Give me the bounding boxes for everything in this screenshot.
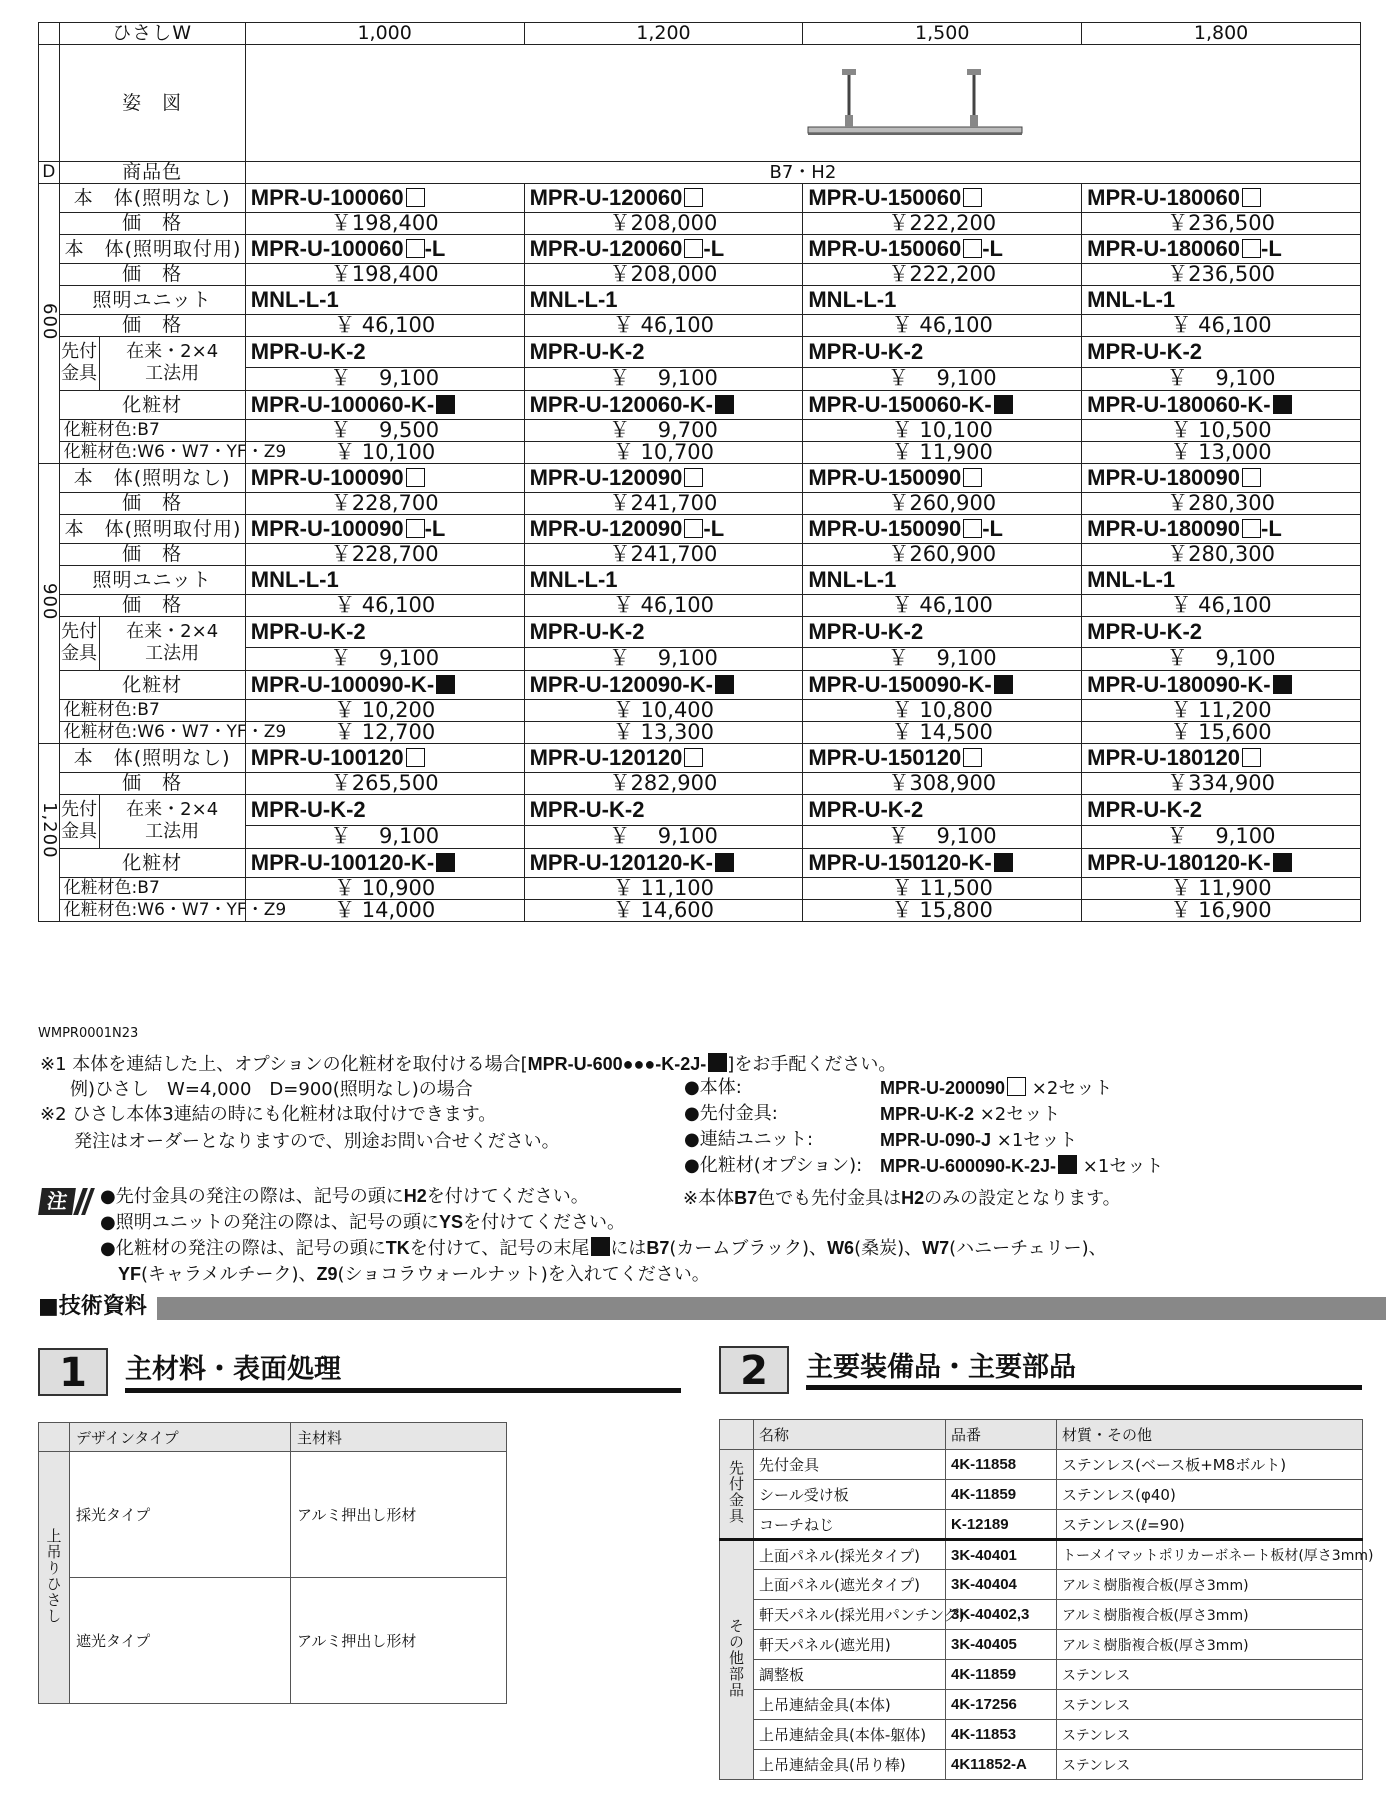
- price: ￥265,500: [245, 773, 524, 795]
- product-code: MNL-L-1: [245, 566, 524, 595]
- product-code: MPR-U-100090-K-: [245, 671, 524, 700]
- section-2-number: 2: [719, 1346, 789, 1394]
- product-code: MNL-L-1: [1082, 286, 1361, 315]
- product-code: MPR-U-150090-K-: [803, 671, 1082, 700]
- price: ￥ 13,300: [524, 722, 803, 744]
- product-code: MPR-U-100120: [245, 744, 524, 773]
- price: ￥308,900: [803, 773, 1082, 795]
- color-value: B7・H2: [245, 162, 1360, 184]
- product-code: MPR-U-120120: [524, 744, 803, 773]
- row-label: 本 体(照明なし): [59, 464, 245, 493]
- group-label: 先付金具: [727, 1460, 745, 1524]
- part-code: MPR-U-090-J ×1セット: [880, 1130, 1078, 1151]
- price: ￥282,900: [524, 773, 803, 795]
- product-code: MPR-U-120060: [524, 184, 803, 213]
- caution-badge: 注: [40, 1188, 90, 1216]
- part-label: ●本体:: [684, 1077, 742, 1098]
- part-code: MPR-U-K-2 ×2セット: [880, 1104, 1061, 1125]
- note-1: ※1 本体を連結した上、オプションの化粧材を取付ける場合[MPR-U-600●●●-K-2J- ]をお手配ください。: [40, 1054, 897, 1075]
- row-label: 化粧材色:W6・W7・YF・Z9: [59, 900, 245, 922]
- product-code: MNL-L-1: [524, 286, 803, 315]
- product-code: MPR-U-K-2: [245, 337, 524, 368]
- price-table: [38, 22, 1361, 922]
- price: ￥ 46,100: [803, 595, 1082, 617]
- product-code: MPR-U-180090: [1082, 464, 1361, 493]
- product-code: MPR-U-150090: [803, 464, 1082, 493]
- product-code: MPR-U-150060-K-: [803, 391, 1082, 420]
- product-code: MPR-U-K-2: [1082, 795, 1361, 826]
- price: ￥280,300: [1082, 493, 1361, 515]
- tip-label: 先付 金具: [60, 337, 100, 390]
- price: ￥ 9,100: [1082, 647, 1361, 670]
- caution-2: ●照明ユニットの発注の際は、記号の頭にYSを付けてください。: [100, 1212, 625, 1233]
- price: ￥ 9,100: [524, 367, 803, 390]
- tech-section-title: ■技術資料: [38, 1293, 157, 1321]
- note-2: ※2 ひさし本体3連結の時にも化粧材は取付けできます。: [40, 1104, 497, 1125]
- product-code: MPR-U-150120: [803, 744, 1082, 773]
- product-code: MPR-U-120090-K-: [524, 671, 803, 700]
- product-code: MNL-L-1: [803, 566, 1082, 595]
- col-header-material: 主材料: [291, 1423, 507, 1452]
- section-1-underline: [125, 1388, 681, 1393]
- row-label: 化粧材: [59, 849, 245, 878]
- price: ￥ 9,100: [803, 647, 1082, 670]
- price: ￥ 14,600: [524, 900, 803, 922]
- price: ￥236,500: [1082, 264, 1361, 286]
- price: ￥ 13,000: [1082, 442, 1361, 464]
- product-figure: [806, 65, 1026, 155]
- product-code: MPR-U-K-2: [524, 795, 803, 826]
- price: ￥ 10,700: [524, 442, 803, 464]
- price: ￥222,200: [803, 264, 1082, 286]
- price: ￥ 46,100: [803, 315, 1082, 337]
- table-row: 上吊連結金具(本体-躯体): [754, 1720, 946, 1750]
- hisashi-w-label: ひさしW: [59, 23, 245, 45]
- width-header: 1,800: [1082, 23, 1361, 45]
- part-label: ●先付金具:: [684, 1103, 778, 1124]
- price: ￥ 11,900: [803, 442, 1082, 464]
- color-code-mark: [708, 1053, 727, 1072]
- col-header-code: 品番: [946, 1420, 1057, 1450]
- price: ￥ 10,100: [245, 442, 524, 464]
- price: ￥ 9,700: [524, 420, 803, 442]
- price: ￥ 46,100: [245, 315, 524, 337]
- price: ￥334,900: [1082, 773, 1361, 795]
- price: ￥208,000: [524, 264, 803, 286]
- row-label: 価 格: [59, 493, 245, 515]
- tip-method-label: 在来・2×4 工法用: [126, 799, 219, 842]
- table-row: 採光タイプ: [70, 1452, 291, 1578]
- materials-table: デザインタイプ 主材料 上吊りひさし 採光タイプ アルミ押出し形材 遮光タイプ アルミ押出し形材: [38, 1422, 507, 1704]
- product-code: MPR-U-K-2: [1082, 337, 1361, 368]
- color-label: 商品色: [59, 162, 245, 184]
- row-label: 化粧材: [59, 671, 245, 700]
- product-code: MNL-L-1: [245, 286, 524, 315]
- caution-3: ●化粧材の発注の際は、記号の頭にTKを付けて、記号の末尾 にはB7(カームブラック)、W6(桑炭)、W7(ハニーチェリー)、: [100, 1238, 1107, 1259]
- price: ￥ 10,500: [1082, 420, 1361, 442]
- product-code: MPR-U-K-2: [524, 337, 803, 368]
- product-code: MPR-U-180120: [1082, 744, 1361, 773]
- row-label: 本 体(照明なし): [59, 184, 245, 213]
- product-code: MPR-U-K-2: [1082, 617, 1361, 648]
- table-row: 上吊連結金具(吊り棒): [754, 1750, 946, 1780]
- price: ￥ 46,100: [524, 595, 803, 617]
- group-label: その他部品: [727, 1618, 745, 1698]
- product-code: MPR-U-K-2: [245, 617, 524, 648]
- depth-label: 900: [38, 582, 60, 621]
- product-code: MPR-U-100060: [245, 184, 524, 213]
- width-header: 1,000: [245, 23, 524, 45]
- product-code: MPR-U-150090 -L: [803, 515, 1082, 544]
- price: ￥ 15,800: [803, 900, 1082, 922]
- product-code: MPR-U-100090: [245, 464, 524, 493]
- section-1-title: 主材料・表面処理: [125, 1354, 341, 1385]
- price: ￥236,500: [1082, 213, 1361, 235]
- part-code: MPR-U-600090-K-2J- ×1セット: [880, 1156, 1164, 1177]
- row-label: 価 格: [59, 264, 245, 286]
- table-row: 上面パネル(採光タイプ): [754, 1540, 946, 1570]
- product-code: MPR-U-120090: [524, 464, 803, 493]
- product-code: MPR-U-100060-K-: [245, 391, 524, 420]
- width-header: 1,200: [524, 23, 803, 45]
- row-label: 価 格: [59, 213, 245, 235]
- price: ￥ 12,700: [245, 722, 524, 744]
- price: ￥ 11,100: [524, 878, 803, 900]
- product-code: MPR-U-K-2: [803, 617, 1082, 648]
- price: ￥208,000: [524, 213, 803, 235]
- row-label: 化粧材色:B7: [59, 700, 245, 722]
- price: ￥ 11,500: [803, 878, 1082, 900]
- product-code: MNL-L-1: [803, 286, 1082, 315]
- part-code: MPR-U-200090 ×2セット: [880, 1078, 1113, 1099]
- group-label: 上吊りひさし: [44, 1527, 63, 1624]
- price: ￥ 14,000: [245, 900, 524, 922]
- row-label: 価 格: [59, 544, 245, 566]
- col-header-material: 材質・その他: [1057, 1420, 1363, 1450]
- price: ￥260,900: [803, 493, 1082, 515]
- product-code: MPR-U-100120-K-: [245, 849, 524, 878]
- price: ￥ 9,100: [245, 647, 524, 670]
- price: ￥ 9,100: [245, 367, 524, 390]
- row-label: 化粧材色:B7: [59, 420, 245, 442]
- tip-method-label: 在来・2×4 工法用: [126, 341, 219, 384]
- row-label: 価 格: [59, 315, 245, 337]
- table-row: 軒天パネル(採光用パンチング): [754, 1600, 946, 1630]
- row-label: 化粧材: [59, 391, 245, 420]
- price: ￥ 9,100: [524, 647, 803, 670]
- price: ￥ 10,400: [524, 700, 803, 722]
- row-label: 本 体(照明取付用): [59, 515, 245, 544]
- product-code: MPR-U-180090-K-: [1082, 671, 1361, 700]
- product-code: MPR-U-120120-K-: [524, 849, 803, 878]
- figure-label: 姿 図: [59, 45, 245, 162]
- price: ￥ 46,100: [524, 315, 803, 337]
- price: ￥228,700: [245, 544, 524, 566]
- product-code: MPR-U-K-2: [245, 795, 524, 826]
- price: ￥222,200: [803, 213, 1082, 235]
- product-code: MPR-U-150060 -L: [803, 235, 1082, 264]
- table-row: コーチねじ: [754, 1510, 946, 1540]
- part-label: ●化粧材(オプション):: [684, 1155, 863, 1176]
- product-code: MPR-U-180120-K-: [1082, 849, 1361, 878]
- price: ￥280,300: [1082, 544, 1361, 566]
- row-label: 照明ユニット: [59, 566, 245, 595]
- depth-label: 1,200: [38, 802, 60, 859]
- width-header: 1,500: [803, 23, 1082, 45]
- d-label: D: [42, 162, 56, 182]
- product-code: MPR-U-120060 -L: [524, 235, 803, 264]
- product-code: MPR-U-180060 -L: [1082, 235, 1361, 264]
- col-header-design: デザインタイプ: [70, 1423, 291, 1452]
- price: ￥ 46,100: [245, 595, 524, 617]
- section-2-underline: [806, 1385, 1362, 1390]
- table-row: シール受け板: [754, 1480, 946, 1510]
- price: ￥198,400: [245, 213, 524, 235]
- product-code: MPR-U-120090 -L: [524, 515, 803, 544]
- row-label: 本 体(照明なし): [59, 744, 245, 773]
- row-label: 価 格: [59, 773, 245, 795]
- section-1-number: 1: [38, 1348, 108, 1396]
- table-row: 遮光タイプ: [70, 1578, 291, 1704]
- product-code: MPR-U-100090 -L: [245, 515, 524, 544]
- price: ￥ 9,100: [245, 825, 524, 848]
- price: ￥ 15,600: [1082, 722, 1361, 744]
- product-code: MPR-U-150060: [803, 184, 1082, 213]
- caution-1: ●先付金具の発注の際は、記号の頭にH2を付けてください。: [100, 1186, 589, 1207]
- price: ￥ 9,100: [803, 825, 1082, 848]
- price: ￥ 10,200: [245, 700, 524, 722]
- product-code: MPR-U-K-2: [803, 337, 1082, 368]
- product-code: MPR-U-180060: [1082, 184, 1361, 213]
- row-label: 化粧材色:W6・W7・YF・Z9: [59, 722, 245, 744]
- table-row: 上吊連結金具(本体): [754, 1690, 946, 1720]
- caution-1-note: ※本体B7色でも先付金具はH2のみの設定となります。: [683, 1188, 1121, 1209]
- parts-table: 名称 品番 材質・その他 先付金具 先付金具 4K-11858 ステンレス(ベース板+M8ボルト) シール受け板 4K-11859 ステンレス(φ40) コーチねじ K-12189 ステンレス(ℓ=90) その他部品 上面パネル(採光タイプ) 3K-40401 トーメイマットポリカーボネート板材(厚さ3mm) 上面パネル(遮光タイプ) 3K-40404 アルミ樹脂複合板(厚さ3mm) 軒天パネル(採光用パンチング) 3K-40402,3 アルミ樹脂複合板(厚さ3mm) 軒天パネル(遮光用) 3K-40405 アルミ樹脂複合板(厚さ3mm) 調整板 4K-11859 ステンレス 上吊連結金具(本体) 4K-17256 ステンレス 上吊連結金具(本体-躯体) 4K-11853 ステンレス 上吊連結金具(吊り棒) 4K11852-A ステンレス: [719, 1419, 1363, 1780]
- price: ￥ 46,100: [1082, 595, 1361, 617]
- col-header-name: 名称: [754, 1420, 946, 1450]
- table-row: 上面パネル(遮光タイプ): [754, 1570, 946, 1600]
- product-code: MPR-U-150120-K-: [803, 849, 1082, 878]
- price: ￥ 16,900: [1082, 900, 1361, 922]
- product-code: MPR-U-K-2: [803, 795, 1082, 826]
- doc-code: WMPR0001N23: [38, 1026, 139, 1041]
- price: ￥ 14,500: [803, 722, 1082, 744]
- price: ￥ 11,900: [1082, 878, 1361, 900]
- product-code: MNL-L-1: [1082, 566, 1361, 595]
- price: ￥ 10,900: [245, 878, 524, 900]
- tip-method-label: 在来・2×4 工法用: [126, 621, 219, 664]
- caution-4: YF(キャラメルチーク)、Z9(ショコラウォールナット)を入れてください。: [118, 1264, 710, 1285]
- tip-label: 先付 金具: [60, 795, 100, 848]
- price: ￥ 9,100: [1082, 367, 1361, 390]
- price: ￥ 11,200: [1082, 700, 1361, 722]
- price: ￥ 10,100: [803, 420, 1082, 442]
- section-bar: [38, 1297, 1386, 1320]
- price: ￥ 10,800: [803, 700, 1082, 722]
- row-label: 価 格: [59, 595, 245, 617]
- product-code: MPR-U-100060 -L: [245, 235, 524, 264]
- part-label: ●連結ユニット:: [684, 1129, 814, 1150]
- table-row: 軒天パネル(遮光用): [754, 1630, 946, 1660]
- tip-label: 先付 金具: [60, 617, 100, 670]
- price: ￥ 9,100: [803, 367, 1082, 390]
- price: ￥ 9,100: [1082, 825, 1361, 848]
- table-row: 調整板: [754, 1660, 946, 1690]
- price: ￥198,400: [245, 264, 524, 286]
- row-label: 本 体(照明取付用): [59, 235, 245, 264]
- row-label: 化粧材色:B7: [59, 878, 245, 900]
- product-code: MPR-U-180090 -L: [1082, 515, 1361, 544]
- product-code: MPR-U-120060-K-: [524, 391, 803, 420]
- row-label: 照明ユニット: [59, 286, 245, 315]
- table-row: 先付金具: [754, 1450, 946, 1480]
- price: ￥ 9,100: [524, 825, 803, 848]
- section-2-title: 主要装備品・主要部品: [806, 1352, 1076, 1383]
- price: ￥260,900: [803, 544, 1082, 566]
- note-2b: 発注はオーダーとなりますので、別途お問い合せください。: [74, 1131, 560, 1152]
- price: ￥241,700: [524, 544, 803, 566]
- price: ￥228,700: [245, 493, 524, 515]
- price: ￥241,700: [524, 493, 803, 515]
- depth-label: 600: [38, 302, 60, 341]
- product-code: MNL-L-1: [524, 566, 803, 595]
- note-example: 例)ひさし W=4,000 D=900(照明なし)の場合: [70, 1079, 473, 1100]
- price: ￥ 9,500: [245, 420, 524, 442]
- row-label: 化粧材色:W6・W7・YF・Z9: [59, 442, 245, 464]
- price: ￥ 46,100: [1082, 315, 1361, 337]
- product-code: MPR-U-K-2: [524, 617, 803, 648]
- product-code: MPR-U-180060-K-: [1082, 391, 1361, 420]
